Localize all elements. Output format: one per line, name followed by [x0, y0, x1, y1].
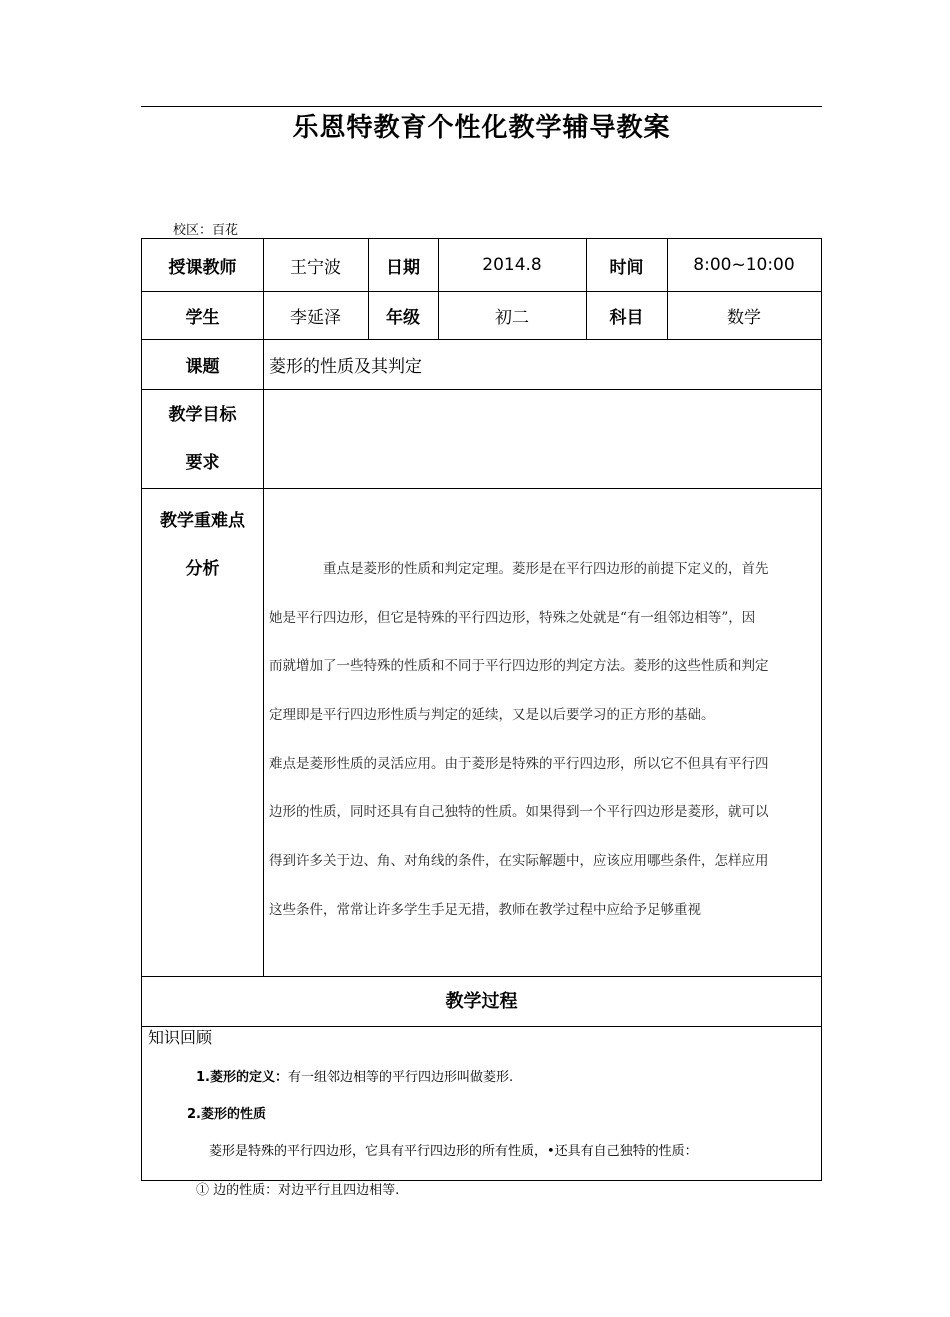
grade-label: 年级 [386, 307, 420, 328]
keypoints-paragraph [269, 557, 811, 947]
property-label: 2.菱形的性质 [187, 1107, 266, 1122]
knowledge-review-heading: 知识回顾 [148, 1028, 213, 1047]
row-divider [142, 1026, 821, 1027]
student-label: 学生 [185, 307, 220, 328]
objective-label [142, 391, 263, 487]
document-title: 乐恩特教育个性化教学辅导教案 [292, 113, 671, 143]
teacher-value: 王宁波 [290, 257, 341, 278]
row-divider [142, 976, 821, 977]
grade-value: 初二 [495, 307, 529, 328]
keypoints-line: 她是平行四边形，但它是特殊的平行四边形，特殊之处就是“有一组邻边相等”，因 [269, 609, 756, 626]
process-title: 教学过程 [445, 991, 518, 1012]
row-divider [142, 389, 821, 390]
date-label: 日期 [386, 257, 420, 278]
keypoints-line: 而就增加了一些特殊的性质和不同于平行四边形的判定方法。菱形的这些性质和判定 [269, 658, 769, 675]
keypoints-line: 定理即是平行四边形性质与判定的延续，又是以后要学习的正方形的基础。 [269, 707, 715, 724]
time-value: 8:00~10:00 [693, 255, 795, 275]
definition-item [196, 1068, 513, 1088]
campus-label: 校区：百花 [173, 223, 239, 238]
definition-text: 有一组邻边相等的平行四边形叫做菱形. [287, 1070, 514, 1085]
subject-label: 科目 [609, 307, 644, 328]
topic-value: 菱形的性质及其判定 [269, 356, 422, 377]
keypoints-line: 难点是菱形性质的灵活应用。由于菱形是特殊的平行四边形，所以它不但具有平行四 [269, 755, 769, 772]
keypoints-label-line1: 教学重难点 [160, 511, 245, 531]
keypoints-line: 重点是菱形的性质和判定定理。菱形是在平行四边形的前提下定义的，首先 [323, 561, 769, 577]
teacher-label: 授课教师 [168, 257, 237, 278]
definition-label: 1.菱形的定义： [196, 1070, 288, 1085]
row-divider [142, 488, 821, 489]
keypoints-label [142, 497, 263, 593]
topic-label: 课题 [185, 356, 220, 377]
objective-label-line1: 教学目标 [168, 405, 237, 425]
keypoints-label-line2: 分析 [185, 559, 220, 579]
time-label: 时间 [609, 257, 644, 278]
keypoints-line: 得到许多关于边、角、对角线的条件，在实际解题中，应该应用哪些条件，怎样应用 [269, 853, 769, 870]
side-property-item: ① 边的性质：对边平行且四边相等. [196, 1183, 400, 1198]
property-heading [187, 1105, 266, 1125]
objective-label-line2: 要求 [185, 453, 220, 473]
student-value: 李延泽 [290, 307, 341, 328]
keypoints-line: 边形的性质，同时还具有自己独特的性质。如果得到一个平行四边形是菱形，就可以 [269, 804, 769, 821]
keypoints-line: 这些条件，常常让许多学生手足无措，教师在教学过程中应给予足够重视 [269, 901, 701, 918]
date-value: 2014.8 [482, 255, 542, 275]
subject-value: 数学 [727, 307, 761, 328]
top-rule [141, 106, 822, 107]
property-description: 菱形是特殊的平行四边形，它具有平行四边形的所有性质，•还具有自己独特的性质： [209, 1144, 698, 1159]
